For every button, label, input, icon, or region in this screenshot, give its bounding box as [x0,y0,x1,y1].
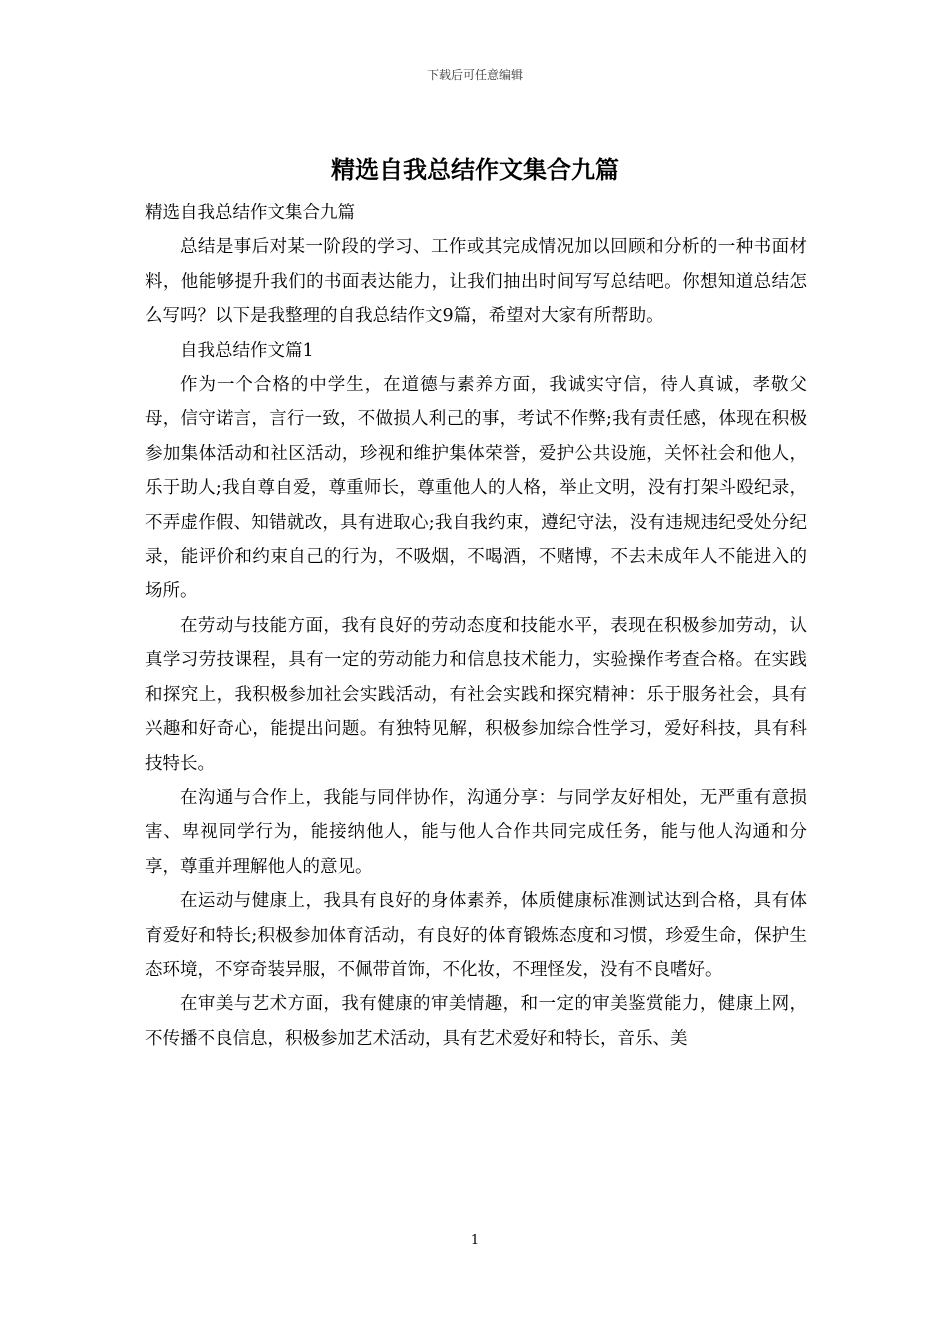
section-heading: 自我总结作文篇1 [180,340,314,361]
header-note: 下载后可任意编辑 [426,68,523,82]
paragraph: 作为一个合格的中学生，在道德与素养方面，我诚实守信，待人真诚，孝敬父母，信守诺言，言行一致，不做损人利己的事，考试不作弊;我有责任感，体现在积极参加集体活动和社区活动，珍视和维护集体荣誉，爱护公共设施，关怀社会和他人，乐于助人;我自尊自爱，尊重师长，尊重他人的人格，举止文明，没有打架斗殴纪录，不弄虚作假、知错就改，具有进取心;我自我约束，遵纪守法，没有违规违纪受处分纪录，能评价和约束自己的行为，不吸烟，不喝酒，不赌博，不去未成年人不能进入的场所。 [145,375,807,602]
paragraph-intro: 总结是事后对某一阶段的学习、工作或其完成情况加以回顾和分析的一种书面材料，他能够提升我们的书面表达能力，让我们抽出时间写写总结吧。你想知道总结怎么写吗？以下是我整理的自我总结作文9篇，希望对大家有所帮助。 [145,237,807,327]
document-body [145,196,807,1056]
paragraph: 在运动与健康上，我具有良好的身体素养，体质健康标准测试达到合格，具有体育爱好和特长;积极参加体育活动，有良好的体育锻炼态度和习惯，珍爱生命，保护生态环境，不穿奇装异服，不佩带首饰，不化妆，不理怪发，没有不良嗜好。 [145,891,807,980]
document-subtitle: 精选自我总结作文集合九篇 [145,203,355,223]
paragraph: 在沟通与合作上，我能与同伴协作，沟通分享：与同学友好相处，无严重有意损害、卑视同学行为，能接纳他人，能与他人合作共同完成任务，能与他人沟通和分享，尊重并理解他人的意见。 [145,787,807,877]
paragraph: 在审美与艺术方面，我有健康的审美情趣，和一定的审美鉴赏能力，健康上网，不传播不良信息，积极参加艺术活动，具有艺术爱好和特长，音乐、美 [145,994,807,1049]
paragraph: 在劳动与技能方面，我有良好的劳动态度和技能水平，表现在积极参加劳动，认真学习劳技课程，具有一定的劳动能力和信息技术能力，实验操作考查合格。在实践和探究上，我积极参加社会实践活动，有社会实践和探究精神：乐于服务社会，具有兴趣和好奇心，能提出问题。有独特见解，积极参加综合性学习，爱好科技，具有科技特长。 [145,615,807,774]
document-title: 精选自我总结作文集合九篇 [331,155,619,184]
page-number: 1 [470,1233,480,1248]
